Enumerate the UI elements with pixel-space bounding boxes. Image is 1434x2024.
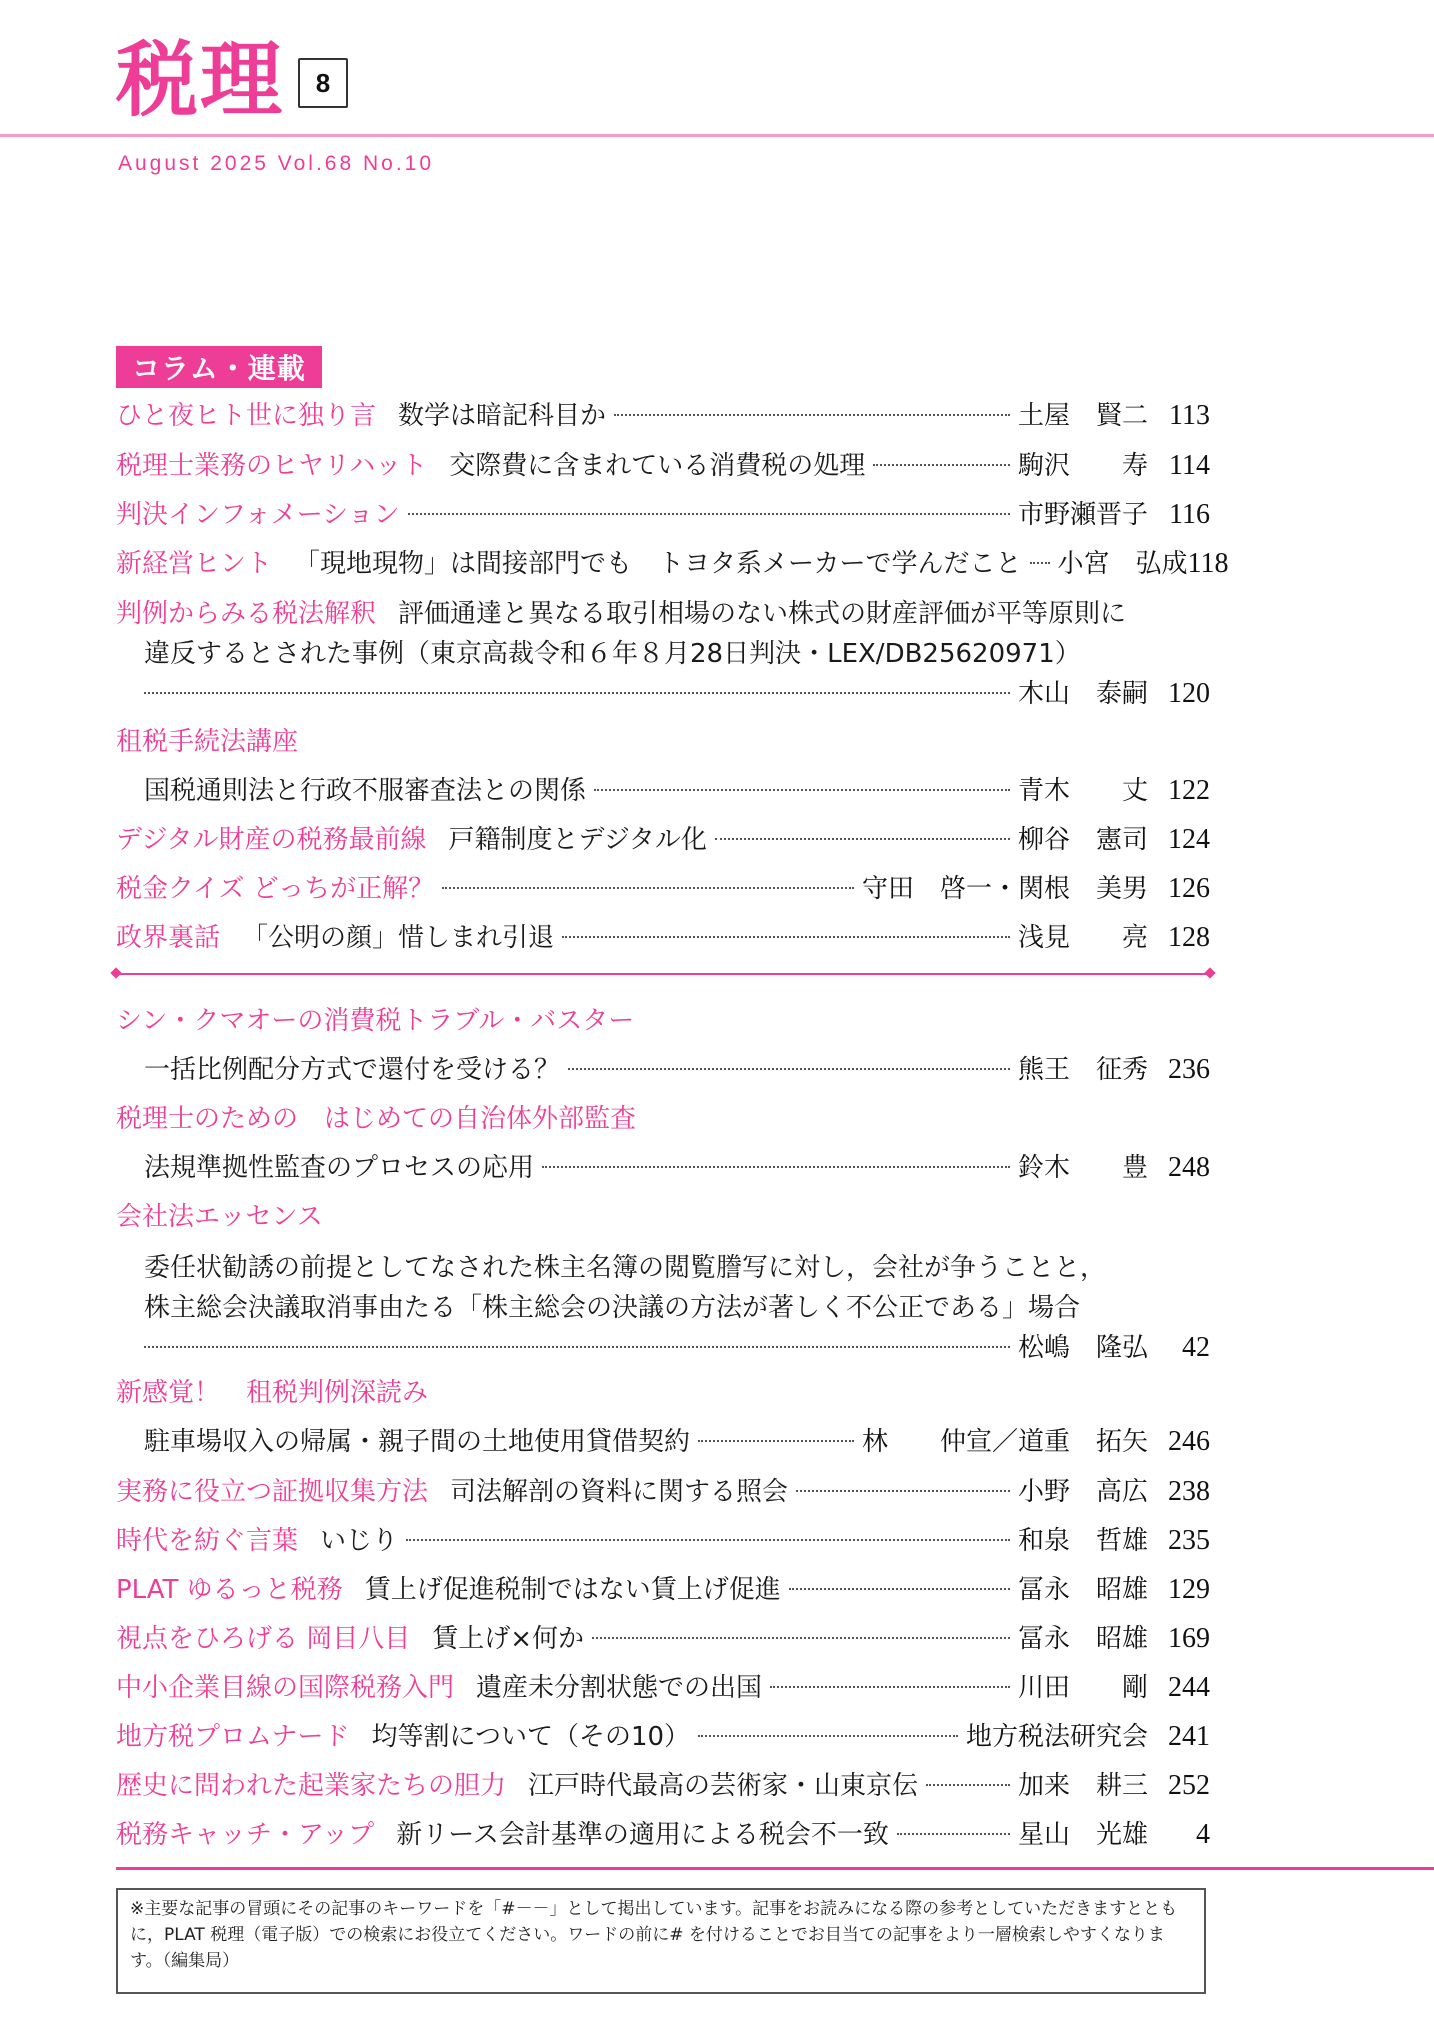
series-name: 税務キャッチ・アップ bbox=[116, 1820, 375, 1850]
toc-entry[interactable] bbox=[116, 1472, 1210, 1512]
dot-leader bbox=[144, 692, 1010, 694]
author: 土屋 賢二 bbox=[1017, 401, 1148, 431]
page-number: 126 bbox=[1168, 873, 1210, 904]
dot-leader bbox=[1030, 562, 1050, 564]
author: 浅見 亮 bbox=[1017, 923, 1148, 953]
article-title: 新リース会計基準の適用による税会不一致 bbox=[396, 1820, 889, 1850]
page-number: 246 bbox=[1168, 1426, 1210, 1457]
toc-entry[interactable] bbox=[116, 1766, 1210, 1806]
series-name: 視点をひろげる 岡目八目 bbox=[116, 1624, 411, 1654]
author: 松嶋 隆弘 bbox=[1017, 1333, 1148, 1363]
series-name: 税金クイズ どっちが正解？ bbox=[116, 874, 435, 904]
toc-entry[interactable] bbox=[116, 1619, 1210, 1659]
page-number: 120 bbox=[1168, 678, 1210, 709]
article-title: 一括比例配分方式で還付を受ける？ bbox=[144, 1055, 561, 1085]
page-number: 114 bbox=[1169, 450, 1210, 481]
dot-leader bbox=[698, 1440, 854, 1442]
author: 木山 泰嗣 bbox=[1017, 679, 1148, 709]
issue-number-badge: 8 bbox=[298, 58, 348, 108]
series-name: 政界裏話 bbox=[116, 923, 221, 953]
author: 加来 耕三 bbox=[1017, 1771, 1148, 1801]
article-title: 均等割について（その10） bbox=[371, 1722, 691, 1752]
dot-leader bbox=[442, 887, 854, 889]
article-title: 賃上げ促進税制ではない賃上げ促進 bbox=[364, 1575, 781, 1605]
toc-entry[interactable] bbox=[116, 594, 1210, 714]
article-title-continued: 違反するとされた事例（東京高裁令和６年８月28日判決・LEX/DB25620971） bbox=[144, 639, 1081, 669]
dot-leader bbox=[698, 1735, 958, 1737]
article-title: 遺産未分割状態での出国 bbox=[476, 1673, 763, 1703]
article-title: 賃上げ×何か bbox=[432, 1624, 585, 1654]
author: 地方税法研究会 bbox=[965, 1722, 1148, 1752]
series-name: 歴史に問われた起業家たちの胆力 bbox=[116, 1771, 507, 1801]
dot-leader bbox=[614, 414, 1010, 416]
page-number: 42 bbox=[1182, 1332, 1210, 1363]
dot-leader bbox=[873, 464, 1010, 466]
dot-leader bbox=[592, 1637, 1010, 1639]
toc-entry[interactable] bbox=[116, 1197, 1210, 1368]
article-title: 国税通則法と行政不服審査法との関係 bbox=[144, 776, 587, 806]
page-number: 124 bbox=[1168, 824, 1210, 855]
author: 小宮 弘成 bbox=[1057, 549, 1188, 579]
section-heading: コラム・連載 bbox=[116, 346, 322, 388]
page-number: 116 bbox=[1169, 499, 1210, 530]
toc-entry[interactable] bbox=[116, 1001, 1210, 1090]
toc-entry[interactable] bbox=[116, 1373, 1210, 1462]
series-name: 租税手続法講座 bbox=[116, 727, 299, 757]
author: 小野 高広 bbox=[1017, 1477, 1148, 1507]
author: 鈴木 豊 bbox=[1017, 1153, 1148, 1183]
article-title: 委任状勧誘の前提としてなされた株主名簿の閲覧謄写に対し，会社が争うことと， bbox=[144, 1253, 1107, 1283]
author: 冨永 昭雄 bbox=[1017, 1624, 1148, 1654]
toc-entry[interactable] bbox=[116, 396, 1210, 436]
series-name: 会社法エッセンス bbox=[116, 1202, 323, 1232]
article-title: 評価通達と異なる取引相場のない株式の財産評価が平等原則に bbox=[398, 599, 1127, 629]
dot-leader bbox=[897, 1833, 1010, 1835]
series-name: 税理士業務のヒヤリハット bbox=[116, 451, 428, 481]
series-name: 税理士のための はじめての自治体外部監査 bbox=[116, 1104, 637, 1134]
series-name: PLAT ゆるっと税務 bbox=[116, 1575, 343, 1605]
series-name: 判例からみる税法解釈 bbox=[116, 599, 377, 629]
author: 駒沢 寿 bbox=[1017, 451, 1148, 481]
dot-leader bbox=[406, 1539, 1010, 1541]
bottom-rule bbox=[116, 1867, 1434, 1870]
article-title: 戸籍制度とデジタル化 bbox=[448, 825, 707, 855]
page-number: 241 bbox=[1168, 1721, 1210, 1752]
page-number: 113 bbox=[1169, 400, 1210, 431]
article-title-continued: 株主総会決議取消事由たる「株主総会の決議の方法が著しく不公正である」場合 bbox=[144, 1293, 1081, 1323]
author: 和泉 哲雄 bbox=[1017, 1526, 1148, 1556]
section-divider bbox=[116, 973, 1210, 975]
page-number: 252 bbox=[1168, 1770, 1210, 1801]
page-number: 244 bbox=[1168, 1672, 1210, 1703]
toc-entry[interactable] bbox=[116, 918, 1210, 958]
dot-leader bbox=[796, 1490, 1010, 1492]
toc-entry[interactable] bbox=[116, 722, 1210, 811]
header-rule bbox=[0, 134, 1434, 137]
author: 冨永 昭雄 bbox=[1017, 1575, 1148, 1605]
author: 熊王 征秀 bbox=[1017, 1055, 1148, 1085]
author: 川田 剛 bbox=[1017, 1673, 1148, 1703]
series-name: 判決インフォメーション bbox=[116, 500, 400, 530]
toc-entry[interactable] bbox=[116, 495, 1210, 535]
series-name: 新感覚！ 租税判例深読み bbox=[116, 1378, 429, 1408]
issue-date: August 2025 Vol.68 No.10 bbox=[118, 152, 435, 175]
series-name: 地方税プロムナード bbox=[116, 1722, 350, 1752]
series-name: 時代を紡ぐ言葉 bbox=[116, 1526, 299, 1556]
article-title: 数学は暗記科目か bbox=[398, 401, 607, 431]
page-number: 248 bbox=[1168, 1152, 1210, 1183]
page-number: 4 bbox=[1196, 1819, 1210, 1850]
series-name: ひと夜ヒト世に独り言 bbox=[116, 401, 377, 431]
article-title: 「公明の顔」惜しまれ引退 bbox=[242, 923, 555, 953]
dot-leader bbox=[789, 1588, 1010, 1590]
article-title: 「現地現物」は間接部門でも トヨタ系メーカーで学んだこと bbox=[294, 549, 1022, 579]
dot-leader bbox=[542, 1166, 1010, 1168]
dot-leader bbox=[568, 1068, 1010, 1070]
dot-leader bbox=[770, 1686, 1010, 1688]
author: 柳谷 憲司 bbox=[1017, 825, 1148, 855]
page-number: 128 bbox=[1168, 922, 1210, 953]
article-title: いじり bbox=[320, 1526, 399, 1556]
toc-entry[interactable] bbox=[116, 1570, 1210, 1610]
toc-entry[interactable] bbox=[116, 544, 1229, 584]
toc-entry[interactable] bbox=[116, 1521, 1210, 1561]
author: 市野瀬晋子 bbox=[1017, 500, 1148, 530]
article-title: 駐車場収入の帰属・親子間の土地使用貸借契約 bbox=[144, 1427, 691, 1457]
page-number: 169 bbox=[1168, 1623, 1210, 1654]
author: 星山 光雄 bbox=[1017, 1820, 1148, 1850]
dot-leader bbox=[144, 1346, 1010, 1348]
toc-entry[interactable] bbox=[116, 1815, 1210, 1855]
toc-entry[interactable] bbox=[116, 869, 1210, 909]
toc-entry[interactable] bbox=[116, 1099, 1210, 1188]
toc-entry[interactable] bbox=[116, 820, 1210, 860]
series-name: 新経営ヒント bbox=[116, 549, 273, 579]
series-name: 実務に役立つ証拠収集方法 bbox=[116, 1477, 429, 1507]
page-number: 122 bbox=[1168, 775, 1210, 806]
page-number: 236 bbox=[1168, 1054, 1210, 1085]
dot-leader bbox=[715, 838, 1010, 840]
magazine-title: 税理 bbox=[116, 33, 285, 128]
author: 林 仲宣／道重 拓矢 bbox=[861, 1427, 1148, 1457]
toc-entry[interactable] bbox=[116, 446, 1210, 486]
dot-leader bbox=[926, 1784, 1010, 1786]
article-title: 司法解剖の資料に関する照会 bbox=[450, 1477, 789, 1507]
toc-entry[interactable] bbox=[116, 1717, 1210, 1757]
dot-leader bbox=[594, 789, 1010, 791]
article-title: 江戸時代最高の芸術家・山東京伝 bbox=[528, 1771, 919, 1801]
series-name: デジタル財産の税務最前線 bbox=[116, 825, 427, 855]
toc-entry[interactable] bbox=[116, 1668, 1210, 1708]
page-number: 235 bbox=[1168, 1525, 1210, 1556]
series-name: シン・クマオーの消費税トラブル・バスター bbox=[116, 1006, 635, 1036]
dot-leader bbox=[562, 936, 1010, 938]
dot-leader bbox=[408, 513, 1010, 515]
page-number: 129 bbox=[1168, 1574, 1210, 1605]
author: 守田 啓一・関根 美男 bbox=[861, 874, 1148, 904]
article-title: 法規準拠性監査のプロセスの応用 bbox=[144, 1153, 535, 1183]
page-number: 118 bbox=[1187, 548, 1229, 579]
page-number: 238 bbox=[1168, 1476, 1210, 1507]
series-name: 中小企業目線の国際税務入門 bbox=[116, 1673, 455, 1703]
editorial-note: ※主要な記事の冒頭にその記事のキーワードを「#－－」として掲出しています。記事をお読みになる際の参考としていただきますとともに，PLAT 税理（電子版）での検索にお役立てください。ワードの前に# を付けることでお目当ての記事をより一層検索しやすくなります。（編集局） bbox=[116, 1888, 1206, 1994]
author: 青木 丈 bbox=[1017, 776, 1148, 806]
article-title: 交際費に含まれている消費税の処理 bbox=[449, 451, 866, 481]
